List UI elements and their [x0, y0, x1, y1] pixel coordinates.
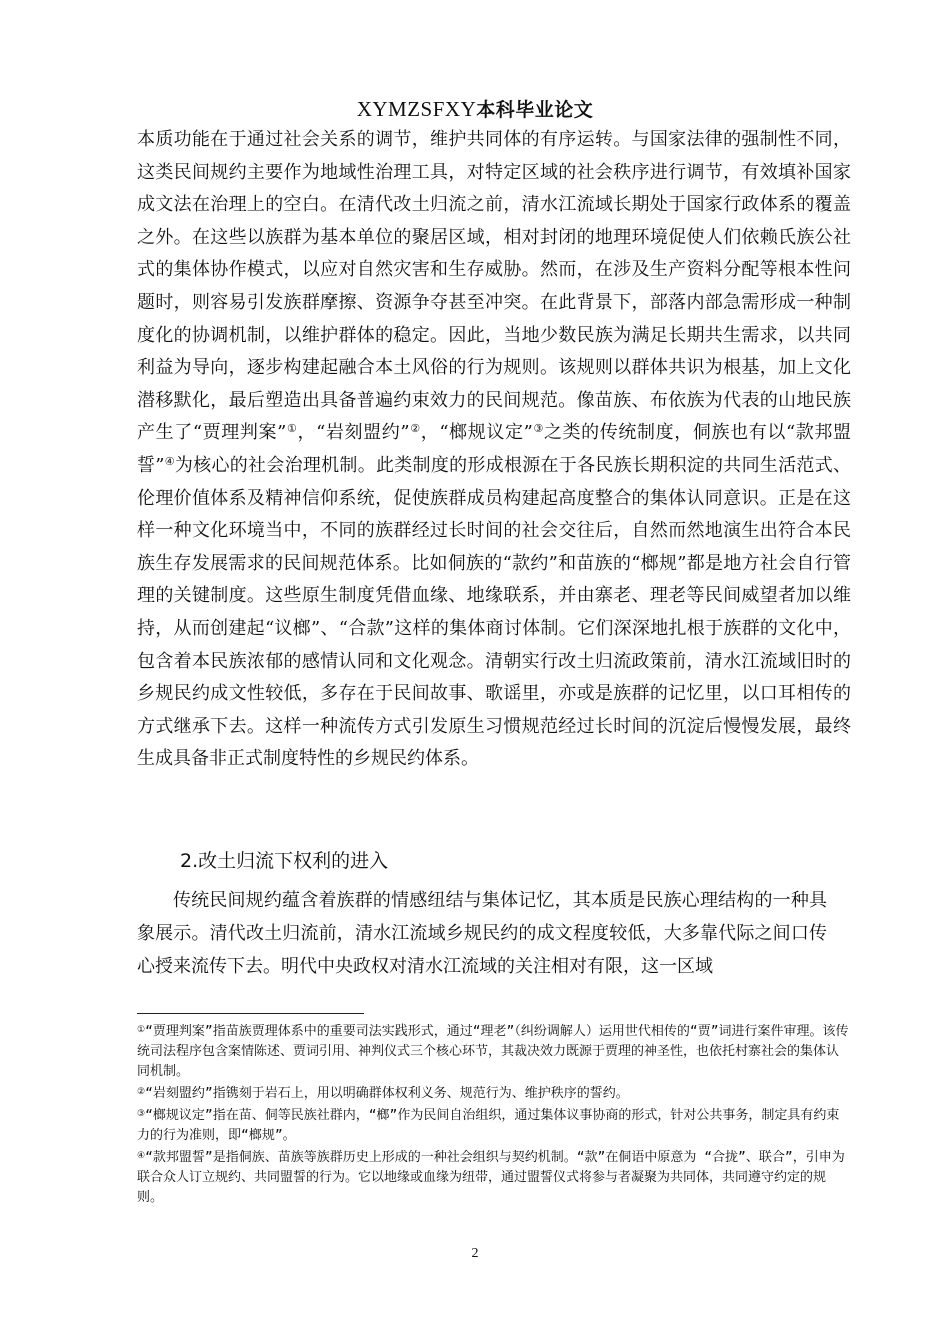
footnote-text: “榔规议定”指在苗、侗等民族社群内，“榔”作为民间自治组织，通过集体议事协商的形式，针对公共事务，制定具有约束力的行为准则，即“榔规”。: [137, 1108, 840, 1143]
footnote-text: “岩刻盟约”指镌刻于岩石上，用以明确群体权利义务、规范行为、维护秩序的誓约。: [145, 1086, 629, 1101]
paragraph-1-seg3: ，“榔规议定”: [420, 422, 533, 444]
header-label: 本科毕业论文: [476, 99, 594, 121]
footnote-ref-3: ③: [532, 422, 544, 436]
section-heading: 2.改土归流下权利的进入: [180, 850, 389, 872]
paragraph-1-seg5: 为核心的社会治理机制。此类制度的形成根源在于各民族长期积淀的共同生活范式、伦理价值体系及精神信仰系统，促使族群成员构建起高度整合的集体认同意识。正是在这样一种文化环境当中，不同的族群经过长时间的社会交往后，自然而然地演生出符合本民族生存发展需求的民间规范体系。比如侗族的“款约”和苗族的“榔规”都是地方社会自行管理的关键制度。这些原生制度凭借血缘、地缘联系，并由寨老、理老等民间威望者加以维持，从而创建起“议榔”、“合款”这样的集体商讨体制。它们深深地扎根于族群的文化中，包含着本民族浓郁的感情认同和文化观念。清朝实行改土归流政策前，清水江流域旧时的乡规民约成文性较低，多存在于民间故事、歌谣里，亦或是族群的记忆里，以口耳相传的方式继承下去。这样一种流传方式引发原生习惯规范经过长时间的沉淀后慢慢发展，最终生成具备非正式制度特性的乡规民约体系。: [137, 454, 851, 770]
footnote-separator: [137, 1013, 364, 1014]
body-paragraph-1: [137, 124, 851, 776]
footnote-mark: ③: [137, 1109, 146, 1119]
paragraph-2: 传统民间规约蕴含着族群的情感纽结与集体记忆，其本质是民族心理结构的一种具象展示。清代改土归流前，清水江流域乡规民约的成文程度较低，大多靠代际之间口传心授来流传下去。明代中央政权对清水江流域的关注相对有限，这一区域: [137, 890, 827, 977]
footnote-mark: ④: [137, 1151, 146, 1161]
footnote-mark: ②: [137, 1087, 146, 1097]
footnote-ref-2: ②: [409, 422, 421, 436]
footnote-text: “贾理判案”指苗族贾理体系中的重要司法实践形式，通过“理老”（纠纷调解人）运用世代相传的“贾”词进行案件审理。该传统司法程序包含案情陈述、贾词引用、神判仪式三个核心环节，其裁决效力既源于贾理的神圣性，也依托村寨社会的集体认同机制。: [137, 1024, 849, 1079]
body-paragraph-2: [137, 884, 827, 983]
footnote-3: [137, 1104, 849, 1146]
footnote-ref-4: ④: [164, 454, 175, 468]
paragraph-1-seg1: 本质功能在于通过社会关系的调节，维护共同体的有序运转。与国家法律的强制性不同，这类民间规约主要作为地域性治理工具，对特定区域的社会秩序进行调节，有效填补国家成文法在治理上的空白。在清代改土归流之前，清水江流域长期处于国家行政体系的覆盖之外。在这些以族群为基本单位的聚居区域，相对封闭的地理环境促使人们依赖氏族公社式的集体协作模式，以应对自然灾害和生存威胁。然而，在涉及生产资料分配等根本性问题时，则容易引发族群摩擦、资源争夺甚至冲突。在此背景下，部落内部急需形成一种制度化的协调机制，以维护群体的稳定。因此，当地少数民族为满足长期共生需求，以共同利益为导向，逐步构建起融合本土风俗的行为规则。该规则以群体共识为根基，加上文化潜移默化，最后塑造出具备普遍约束效力的民间规范。像苗族、布依族为代表的山地民族产生了“贾理判案”: [137, 129, 851, 444]
paragraph-1-seg2: ，“岩刻盟约”: [297, 422, 410, 444]
footnotes: [137, 1020, 849, 1208]
footnote-1: [137, 1020, 849, 1082]
paragraph-1-seg4: 之类的传统制度，侗族也有以“款邦盟誓”: [137, 422, 852, 476]
footnote-text: “款邦盟誓”是指侗族、苗族等族群历史上形成的一种社会组织与契约机制。“款”在侗语中原意为 “合拢”、联合”，引申为联合众人订立规约、共同盟誓的行为。它以地缘或血缘为纽带，通过盟誓仪式将参与者凝聚为共同体，共同遵守约定的规则。: [137, 1150, 845, 1205]
page-number: 2: [471, 1246, 479, 1261]
footnote-mark: ①: [137, 1025, 146, 1035]
footnote-2: [137, 1082, 849, 1104]
footnote-4: [137, 1146, 849, 1208]
paragraph-1: [137, 124, 851, 776]
page-header: [0, 96, 950, 123]
footnote-ref-1: ①: [286, 422, 298, 436]
header-code: XYMZSFXY: [356, 97, 477, 121]
